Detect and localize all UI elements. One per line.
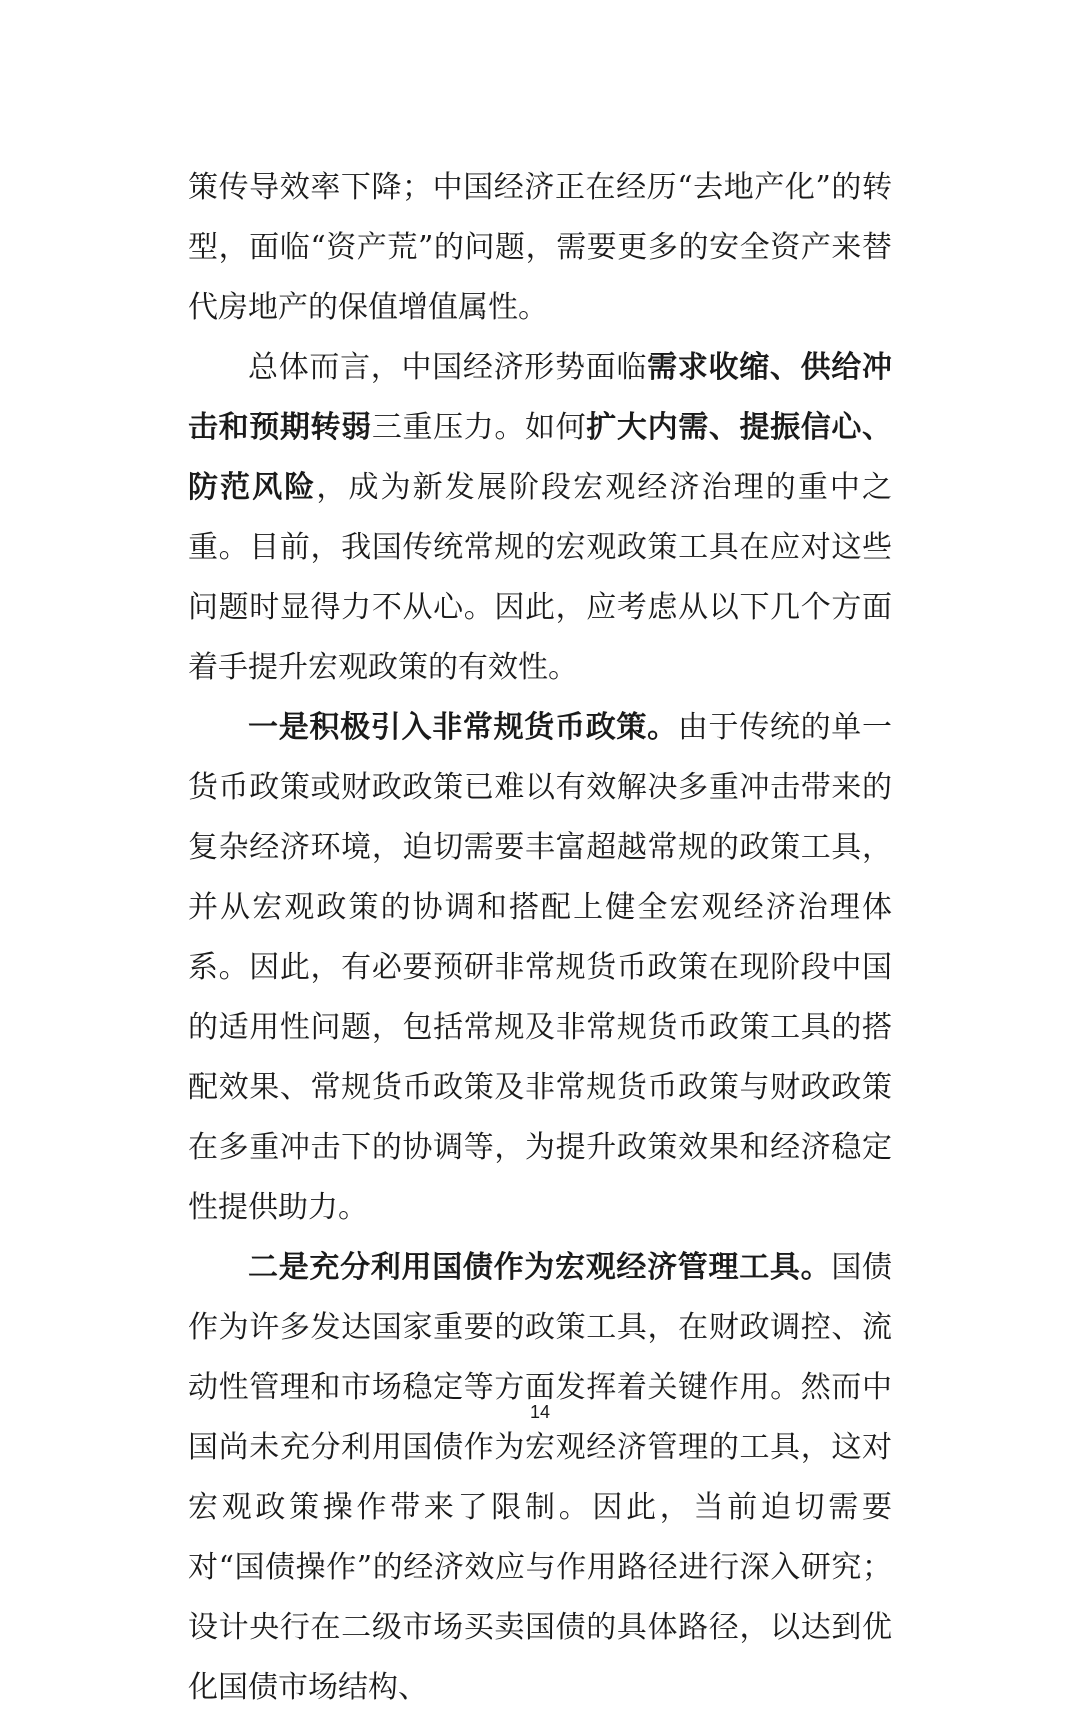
paragraph-1	[188, 158, 892, 338]
paragraph-3-heading: 一是积极引入非常规货币政策。	[248, 710, 678, 745]
paragraph-3-body: 由于传统的单一货币政策或财政政策已难以有效解决多重冲击带来的复杂经济环境，迫切需要丰富超越常规的政策工具，并从宏观政策的协调和搭配上健全宏观经济治理体系。因此，有必要预研非常规货币政策在现阶段中国的适用性问题，包括常规及非常规货币政策工具的搭配效果、常规货币政策及非常规货币政策与财政政策在多重冲击下的协调等，为提升政策效果和经济稳定性提供助力。	[188, 710, 893, 1225]
paragraph-2-run-3: 三重压力。如何	[371, 410, 587, 445]
paragraph-3	[188, 698, 892, 1238]
paragraph-1-run-1: 策传导效率下降；中国经济正在经历“去地产化”的转型，面临“资产荒”的问题，需要更多的安全资产来替代房地产的保值增值属性。	[188, 170, 892, 325]
paragraph-2-bold-pressures: 需求收缩、供给冲击和预期转弱	[188, 350, 893, 445]
body-text	[188, 158, 892, 1718]
paragraph-4-body: 国债作为许多发达国家重要的政策工具，在财政调控、流动性管理和市场稳定等方面发挥着关键作用。然而中国尚未充分利用国债作为宏观经济管理的工具，这对宏观政策操作带来了限制。因此，当前迫切需要对“国债操作”的经济效应与作用路径进行深入研究；设计央行在二级市场买卖国债的具体路径，以达到优化国债市场结构、	[188, 1250, 893, 1705]
page-number: 14	[529, 1402, 551, 1422]
paragraph-4-heading: 二是充分利用国债作为宏观经济管理工具。	[248, 1250, 832, 1285]
paragraph-2	[188, 338, 892, 698]
paragraph-4	[188, 1238, 892, 1718]
paragraph-2-run-1: 总体而言，中国经济形势面临	[248, 350, 648, 385]
paragraph-2-run-5: ，成为新发展阶段宏观经济治理的重中之重。目前，我国传统常规的宏观政策工具在应对这些问题时显得力不从心。因此，应考虑从以下几个方面着手提升宏观政策的有效性。	[188, 470, 893, 685]
paragraph-2-bold-goals: 扩大内需、提振信心、防范风险	[188, 410, 893, 505]
